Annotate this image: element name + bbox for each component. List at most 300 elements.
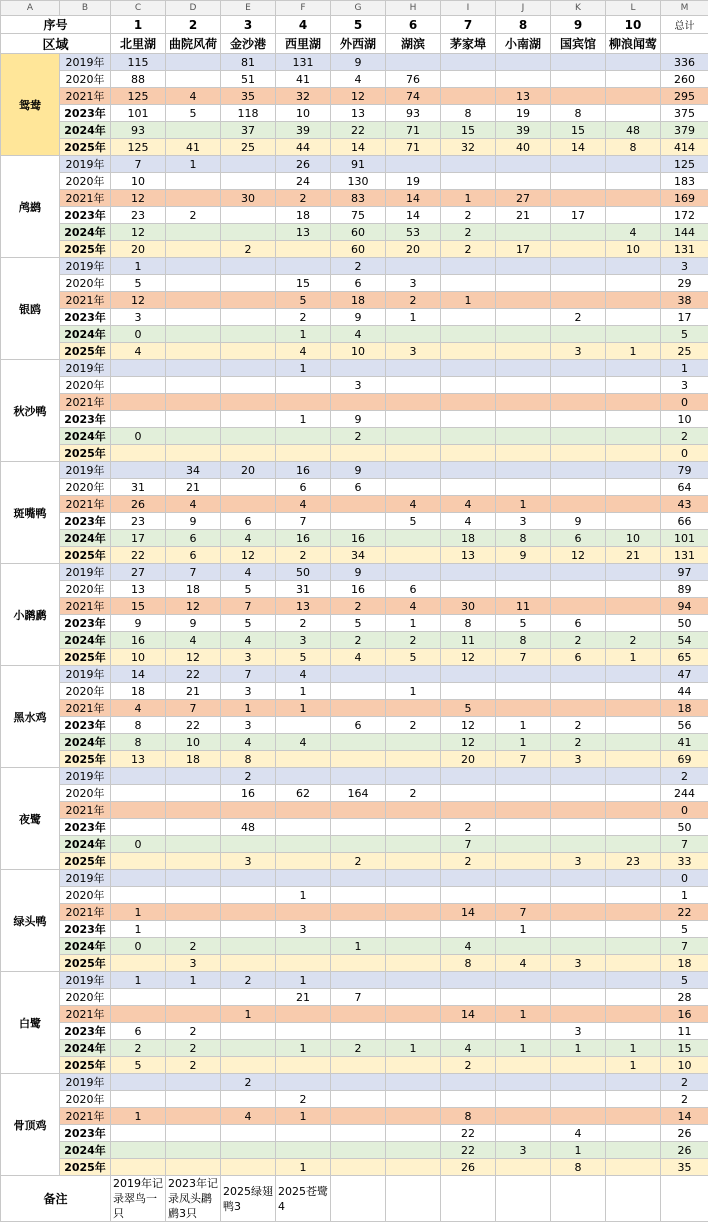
count-cell[interactable]: 40 [496,139,551,156]
year-cell[interactable]: 2023年 [60,921,111,938]
count-cell[interactable]: 2 [166,938,221,955]
count-cell[interactable] [441,802,496,819]
count-cell[interactable]: 2 [166,1023,221,1040]
count-cell[interactable] [441,156,496,173]
sequence-number-cell[interactable]: 5 [331,16,386,34]
count-cell[interactable] [606,938,661,955]
count-cell[interactable] [166,768,221,785]
count-cell[interactable] [276,751,331,768]
count-cell[interactable]: 12 [441,734,496,751]
count-cell[interactable]: 13 [276,224,331,241]
species-name-cell[interactable]: 绿头鸭 [1,870,60,972]
year-cell[interactable]: 2020年 [60,377,111,394]
count-cell[interactable] [441,1023,496,1040]
count-cell[interactable]: 7 [166,564,221,581]
year-cell[interactable]: 2020年 [60,479,111,496]
count-cell[interactable] [606,870,661,887]
count-cell[interactable]: 14 [331,139,386,156]
count-cell[interactable] [386,547,441,564]
count-cell[interactable]: 21 [166,479,221,496]
count-cell[interactable] [331,666,386,683]
count-cell[interactable] [551,224,606,241]
count-cell[interactable] [386,377,441,394]
count-cell[interactable]: 18 [111,683,166,700]
count-cell[interactable]: 18 [331,292,386,309]
count-cell[interactable]: 14 [551,139,606,156]
year-cell[interactable]: 2021年 [60,496,111,513]
count-cell[interactable]: 5 [166,105,221,122]
total-cell[interactable]: 3 [661,258,708,275]
count-cell[interactable]: 6 [276,479,331,496]
count-cell[interactable]: 18 [441,530,496,547]
count-cell[interactable] [166,887,221,904]
count-cell[interactable]: 4 [441,938,496,955]
count-cell[interactable]: 16 [111,632,166,649]
total-cell[interactable]: 144 [661,224,708,241]
count-cell[interactable]: 4 [441,513,496,530]
total-cell[interactable]: 65 [661,649,708,666]
count-cell[interactable] [111,411,166,428]
count-cell[interactable]: 4 [166,632,221,649]
count-cell[interactable] [441,666,496,683]
count-cell[interactable]: 6 [221,513,276,530]
count-cell[interactable] [166,54,221,71]
total-cell[interactable]: 0 [661,870,708,887]
count-cell[interactable]: 2 [386,632,441,649]
count-cell[interactable]: 23 [111,207,166,224]
count-cell[interactable] [221,989,276,1006]
count-cell[interactable] [386,1057,441,1074]
count-cell[interactable]: 2 [441,241,496,258]
count-cell[interactable]: 32 [276,88,331,105]
count-cell[interactable]: 8 [111,734,166,751]
year-cell[interactable]: 2025年 [60,649,111,666]
count-cell[interactable] [111,989,166,1006]
count-cell[interactable] [551,479,606,496]
count-cell[interactable] [386,938,441,955]
count-cell[interactable] [496,1023,551,1040]
count-cell[interactable] [276,1057,331,1074]
count-cell[interactable]: 8 [551,105,606,122]
count-cell[interactable] [386,394,441,411]
total-cell[interactable]: 26 [661,1142,708,1159]
count-cell[interactable] [551,785,606,802]
count-cell[interactable] [221,173,276,190]
total-cell[interactable]: 18 [661,700,708,717]
count-cell[interactable] [166,394,221,411]
count-cell[interactable] [551,887,606,904]
count-cell[interactable] [276,1023,331,1040]
count-cell[interactable] [441,326,496,343]
count-cell[interactable]: 12 [441,717,496,734]
count-cell[interactable]: 22 [331,122,386,139]
count-cell[interactable]: 6 [386,581,441,598]
count-cell[interactable]: 3 [166,955,221,972]
count-cell[interactable] [386,870,441,887]
count-cell[interactable] [331,394,386,411]
count-cell[interactable]: 6 [166,530,221,547]
count-cell[interactable]: 4 [551,1125,606,1142]
count-cell[interactable] [496,292,551,309]
count-cell[interactable]: 11 [441,632,496,649]
count-cell[interactable] [386,1125,441,1142]
count-cell[interactable] [166,1074,221,1091]
count-cell[interactable] [496,462,551,479]
count-cell[interactable]: 2 [111,1040,166,1057]
count-cell[interactable] [276,853,331,870]
year-cell[interactable]: 2023年 [60,615,111,632]
count-cell[interactable] [496,1125,551,1142]
count-cell[interactable] [551,598,606,615]
region-name-cell[interactable]: 金沙港 [221,34,276,54]
count-cell[interactable] [331,1159,386,1176]
count-cell[interactable]: 4 [221,734,276,751]
count-cell[interactable]: 1 [276,887,331,904]
count-cell[interactable]: 15 [551,122,606,139]
count-cell[interactable]: 10 [166,734,221,751]
count-cell[interactable]: 12 [166,649,221,666]
count-cell[interactable]: 130 [331,173,386,190]
count-cell[interactable]: 74 [386,88,441,105]
year-cell[interactable]: 2019年 [60,462,111,479]
count-cell[interactable]: 1 [276,326,331,343]
count-cell[interactable] [331,1006,386,1023]
year-cell[interactable]: 2019年 [60,54,111,71]
count-cell[interactable] [276,955,331,972]
count-cell[interactable] [441,989,496,1006]
count-cell[interactable] [441,768,496,785]
note-cell[interactable] [551,1176,606,1222]
count-cell[interactable] [166,1159,221,1176]
count-cell[interactable]: 22 [441,1142,496,1159]
count-cell[interactable]: 16 [221,785,276,802]
count-cell[interactable] [496,275,551,292]
count-cell[interactable] [331,972,386,989]
count-cell[interactable]: 4 [441,496,496,513]
count-cell[interactable]: 1 [111,904,166,921]
count-cell[interactable]: 19 [386,173,441,190]
count-cell[interactable]: 9 [496,547,551,564]
count-cell[interactable] [166,326,221,343]
count-cell[interactable]: 1 [276,700,331,717]
count-cell[interactable] [606,326,661,343]
species-name-cell[interactable]: 银鸥 [1,258,60,360]
count-cell[interactable]: 20 [441,751,496,768]
count-cell[interactable]: 7 [496,649,551,666]
count-cell[interactable]: 4 [221,632,276,649]
count-cell[interactable] [551,462,606,479]
count-cell[interactable] [166,921,221,938]
year-cell[interactable]: 2020年 [60,275,111,292]
count-cell[interactable] [111,377,166,394]
count-cell[interactable] [496,1108,551,1125]
count-cell[interactable]: 26 [111,496,166,513]
count-cell[interactable]: 14 [111,666,166,683]
count-cell[interactable]: 4 [111,700,166,717]
count-cell[interactable] [496,394,551,411]
total-cell[interactable]: 2 [661,768,708,785]
count-cell[interactable] [221,479,276,496]
count-cell[interactable]: 3 [386,343,441,360]
count-cell[interactable] [386,734,441,751]
count-cell[interactable]: 13 [111,581,166,598]
year-cell[interactable]: 2021年 [60,904,111,921]
count-cell[interactable]: 7 [496,904,551,921]
count-cell[interactable]: 10 [606,241,661,258]
count-cell[interactable] [441,411,496,428]
year-cell[interactable]: 2020年 [60,71,111,88]
count-cell[interactable] [441,275,496,292]
count-cell[interactable] [276,938,331,955]
count-cell[interactable]: 2 [166,1057,221,1074]
count-cell[interactable]: 3 [386,275,441,292]
count-cell[interactable] [221,292,276,309]
count-cell[interactable] [606,615,661,632]
year-cell[interactable]: 2019年 [60,972,111,989]
region-name-cell[interactable]: 西里湖 [276,34,331,54]
count-cell[interactable] [606,258,661,275]
count-cell[interactable] [441,1074,496,1091]
count-cell[interactable] [111,1159,166,1176]
count-cell[interactable] [111,1125,166,1142]
count-cell[interactable] [331,768,386,785]
count-cell[interactable] [496,343,551,360]
count-cell[interactable] [276,258,331,275]
total-cell[interactable]: 0 [661,394,708,411]
count-cell[interactable] [551,938,606,955]
count-cell[interactable] [606,173,661,190]
column-header-e[interactable]: E [221,1,276,16]
count-cell[interactable] [276,445,331,462]
count-cell[interactable] [496,156,551,173]
count-cell[interactable] [551,496,606,513]
count-cell[interactable] [166,190,221,207]
count-cell[interactable]: 1 [386,615,441,632]
total-cell[interactable]: 33 [661,853,708,870]
count-cell[interactable] [221,343,276,360]
total-cell[interactable]: 18 [661,955,708,972]
count-cell[interactable]: 26 [441,1159,496,1176]
count-cell[interactable]: 12 [221,547,276,564]
region-name-cell[interactable]: 北里湖 [111,34,166,54]
total-cell[interactable]: 25 [661,343,708,360]
count-cell[interactable]: 22 [166,717,221,734]
species-name-cell[interactable]: 秋沙鸭 [1,360,60,462]
count-cell[interactable] [606,836,661,853]
count-cell[interactable]: 5 [496,615,551,632]
count-cell[interactable]: 2 [276,547,331,564]
count-cell[interactable]: 14 [386,190,441,207]
count-cell[interactable] [221,309,276,326]
year-cell[interactable]: 2023年 [60,1023,111,1040]
year-cell[interactable]: 2021年 [60,700,111,717]
count-cell[interactable] [386,853,441,870]
count-cell[interactable] [551,1057,606,1074]
count-cell[interactable] [551,1074,606,1091]
year-cell[interactable]: 2023年 [60,717,111,734]
count-cell[interactable] [166,360,221,377]
region-total-blank-cell[interactable] [661,34,708,54]
count-cell[interactable] [166,819,221,836]
count-cell[interactable] [221,921,276,938]
count-cell[interactable] [331,1142,386,1159]
count-cell[interactable] [276,870,331,887]
count-cell[interactable] [606,785,661,802]
count-cell[interactable] [386,802,441,819]
total-cell[interactable]: 14 [661,1108,708,1125]
count-cell[interactable] [441,394,496,411]
count-cell[interactable] [551,190,606,207]
sequence-number-cell[interactable]: 9 [551,16,606,34]
count-cell[interactable] [221,411,276,428]
count-cell[interactable] [606,666,661,683]
count-cell[interactable] [496,666,551,683]
total-cell[interactable]: 2 [661,1074,708,1091]
count-cell[interactable] [221,1091,276,1108]
total-cell[interactable]: 28 [661,989,708,1006]
year-cell[interactable]: 2025年 [60,547,111,564]
count-cell[interactable]: 18 [276,207,331,224]
count-cell[interactable]: 22 [441,1125,496,1142]
total-cell[interactable]: 29 [661,275,708,292]
total-cell[interactable]: 183 [661,173,708,190]
count-cell[interactable]: 5 [276,292,331,309]
count-cell[interactable]: 4 [331,71,386,88]
count-cell[interactable]: 1 [441,190,496,207]
count-cell[interactable]: 19 [496,105,551,122]
count-cell[interactable] [221,326,276,343]
count-cell[interactable] [386,479,441,496]
count-cell[interactable] [221,887,276,904]
total-cell[interactable]: 38 [661,292,708,309]
count-cell[interactable] [441,54,496,71]
count-cell[interactable]: 3 [551,343,606,360]
total-cell[interactable]: 5 [661,326,708,343]
count-cell[interactable]: 8 [441,105,496,122]
count-cell[interactable] [331,921,386,938]
count-cell[interactable] [551,360,606,377]
species-name-cell[interactable]: 斑嘴鸭 [1,462,60,564]
count-cell[interactable]: 16 [331,581,386,598]
count-cell[interactable] [606,904,661,921]
count-cell[interactable] [551,394,606,411]
count-cell[interactable]: 31 [111,479,166,496]
total-cell[interactable]: 35 [661,1159,708,1176]
count-cell[interactable]: 1 [606,1040,661,1057]
count-cell[interactable]: 1 [221,1006,276,1023]
count-cell[interactable] [496,768,551,785]
count-cell[interactable] [386,1091,441,1108]
count-cell[interactable]: 8 [551,1159,606,1176]
total-cell[interactable]: 336 [661,54,708,71]
count-cell[interactable]: 21 [606,547,661,564]
count-cell[interactable]: 75 [331,207,386,224]
count-cell[interactable]: 4 [386,496,441,513]
count-cell[interactable]: 1 [166,972,221,989]
count-cell[interactable] [386,326,441,343]
count-cell[interactable] [606,921,661,938]
count-cell[interactable]: 5 [111,275,166,292]
region-name-cell[interactable]: 茅家埠 [441,34,496,54]
total-cell[interactable]: 26 [661,1125,708,1142]
total-cell[interactable]: 0 [661,445,708,462]
count-cell[interactable] [221,1040,276,1057]
year-cell[interactable]: 2024年 [60,836,111,853]
count-cell[interactable]: 5 [441,700,496,717]
total-cell[interactable]: 5 [661,921,708,938]
total-cell[interactable]: 56 [661,717,708,734]
column-header-c[interactable]: C [111,1,166,16]
count-cell[interactable]: 51 [221,71,276,88]
count-cell[interactable]: 3 [221,683,276,700]
count-cell[interactable] [551,173,606,190]
count-cell[interactable]: 10 [606,530,661,547]
count-cell[interactable] [166,989,221,1006]
count-cell[interactable] [441,445,496,462]
count-cell[interactable] [166,173,221,190]
count-cell[interactable] [551,411,606,428]
count-cell[interactable] [441,887,496,904]
count-cell[interactable]: 50 [276,564,331,581]
count-cell[interactable]: 2 [551,717,606,734]
count-cell[interactable] [551,445,606,462]
count-cell[interactable]: 2 [331,853,386,870]
count-cell[interactable] [606,462,661,479]
count-cell[interactable] [276,1125,331,1142]
count-cell[interactable]: 9 [166,615,221,632]
count-cell[interactable]: 0 [111,428,166,445]
count-cell[interactable]: 8 [441,615,496,632]
count-cell[interactable]: 27 [496,190,551,207]
count-cell[interactable] [551,904,606,921]
count-cell[interactable]: 37 [221,122,276,139]
count-cell[interactable] [276,768,331,785]
count-cell[interactable] [386,1142,441,1159]
count-cell[interactable]: 1 [276,1108,331,1125]
year-cell[interactable]: 2025年 [60,241,111,258]
region-label[interactable]: 区域 [1,34,111,54]
count-cell[interactable]: 1 [496,921,551,938]
note-cell[interactable]: 2025绿翅鸭3 [221,1176,276,1222]
count-cell[interactable]: 4 [441,1040,496,1057]
count-cell[interactable]: 7 [441,836,496,853]
count-cell[interactable] [441,173,496,190]
count-cell[interactable] [441,870,496,887]
count-cell[interactable] [166,1006,221,1023]
count-cell[interactable] [606,581,661,598]
count-cell[interactable]: 14 [441,904,496,921]
count-cell[interactable] [386,921,441,938]
count-cell[interactable]: 2 [386,292,441,309]
count-cell[interactable]: 4 [276,734,331,751]
total-cell[interactable]: 2 [661,1091,708,1108]
count-cell[interactable] [111,955,166,972]
total-header-cell[interactable]: 总计 [661,16,708,34]
count-cell[interactable]: 3 [111,309,166,326]
count-cell[interactable] [441,428,496,445]
year-cell[interactable]: 2020年 [60,581,111,598]
species-name-cell[interactable]: 小䴙䴘 [1,564,60,666]
count-cell[interactable]: 4 [276,343,331,360]
count-cell[interactable] [276,1142,331,1159]
count-cell[interactable] [496,1074,551,1091]
year-cell[interactable]: 2019年 [60,870,111,887]
sequence-number-cell[interactable]: 7 [441,16,496,34]
count-cell[interactable] [276,394,331,411]
count-cell[interactable] [551,700,606,717]
count-cell[interactable] [221,870,276,887]
count-cell[interactable] [496,887,551,904]
